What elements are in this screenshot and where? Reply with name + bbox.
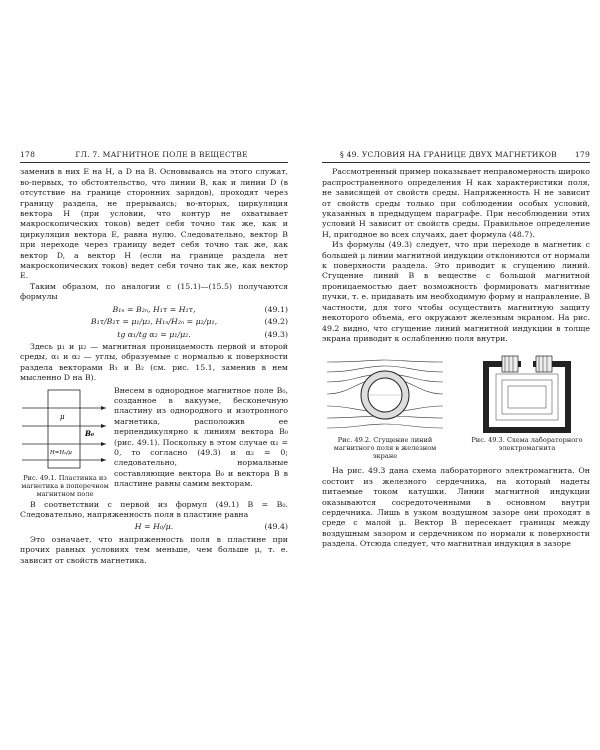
left-page-number: 178 xyxy=(20,150,36,159)
plate-diagram xyxy=(20,386,110,474)
left-paragraph-5: Это означает, что напряженность поля в пластине при прочих равных условиях тем меньше, чем больше μ, т. е. зависит от свойств магнетика. xyxy=(20,534,288,565)
figure-49-3 xyxy=(464,352,590,460)
right-paragraph-1: Рассмотренный пример показывает неправомерность широко распространенного определения H как характеристики поля, не зависящей от свойств среды. Напряженность H не зависит от свойств среды только при соблюдении особых условий, указанных в предыдущем параграфе. При несоблюдении этих условий H зависит от свойств среды. Правильное определение H, пригодное во всех случаях, дает формула (48.7). xyxy=(322,167,590,239)
left-running-title: ГЛ. 7. МАГНИТНОЕ ПОЛЕ В ВЕЩЕСТВЕ xyxy=(75,150,248,159)
formula-number: (49.3) xyxy=(264,329,288,339)
mu-label: μ xyxy=(60,412,65,421)
formula-49-3 xyxy=(20,330,288,340)
left-page xyxy=(20,150,288,620)
left-paragraph-2: Таким образом, по аналогии с (15.1)—(15.5) получаются формулы xyxy=(20,281,288,302)
formula-49-2 xyxy=(20,317,288,327)
figure-49-1-block xyxy=(20,386,288,498)
right-paragraph-2: Из формулы (49.3) следует, что при переходе в магнетик с большей μ линии магнитной индукции отклоняются от нормали к поверхности раздела. Это приводит к сгущению линий. Сгущение линий B в веществе с большой магнитной проницаемостью дает возможность формировать магнитные пучки, т. е. придавать им необходимую форму и направление. В частности, для того чтобы осуществить магнитную защиту некоторого объема, его окружают железным экраном. На рис. 49.2 видно, что сгущение линий магнитной индукции в толще экрана приводит к ослабленню поля внутри. xyxy=(322,240,590,343)
right-page-number: 179 xyxy=(574,150,590,159)
left-paragraph-fig: Внесем в однородное магнитное поле B₀, созданное в вакууме, бесконечную пластину из однородного и изотропного магнетика, расположив ее перпендикулярно к линиям вектора B₀ (рис. 49.1). Поскольку в этом случае α₁ = 0, то согласно (49.3) и α₂ = 0; следовательно, нормальные составляющие вектора B₀ и вектора B в пластине равны самим векторам. xyxy=(114,385,288,489)
figure-side-text xyxy=(110,386,288,490)
electromagnet-diagram xyxy=(472,352,582,436)
left-paragraph-1: заменив в них E на H, а D на B. Основываясь на этого служат, во-первых, то обстоятельство, что линии B, как и линии D (в отсутствие на границе сторонних зарядов), проходят через границу раздела, не прерываясь; во-вторых, циркуляция вектора H (при условии, что контур не охватывает макроскопических токов) ведет себя точно так же, как и циркуляция вектора E, равна нулю. Следовательно, вектор B при переходе через границу ведет себя точно так же, как вектор D, а вектор H (если на границе раздела нет макроскопических токов) ведет себя точно так же, как вектор E. xyxy=(20,167,288,281)
figure-49-2-caption: Рис. 49.2. Сгущение линий магнитного поля в железном экране xyxy=(333,436,437,461)
formula-expr: H = H₀/μ. xyxy=(134,522,174,532)
right-running-title: § 49. УСЛОВИЯ НА ГРАНИЦЕ ДВУХ МАГНЕТИКОВ xyxy=(339,150,557,159)
right-page-header xyxy=(322,150,590,163)
formula-49-4 xyxy=(20,522,288,532)
formula-number: (49.2) xyxy=(264,317,288,327)
figure-49-1 xyxy=(20,386,110,498)
formula-expr: B₁τ/B₂τ = μ₁/μ₂, H₁ₙ/H₂ₙ = μ₂/μ₁, xyxy=(90,317,218,327)
formula-expr: B₁ₙ = B₂ₙ, H₁τ = H₂τ, xyxy=(112,304,196,314)
formula-number: (49.4) xyxy=(264,522,288,532)
iron-screen-diagram xyxy=(325,352,445,436)
formula-49-1 xyxy=(20,305,288,315)
left-page-header xyxy=(20,150,288,163)
left-paragraph-3: Здесь μ₁ и μ₂ — магнитная проницаемость первой и второй среды, α₁ и α₂ — углы, образуемые с нормалью к поверхности раздела векторами B₁ и B₂ (см. рис. 15.1, заменив в нем мысленно D на B). xyxy=(20,341,288,383)
figure-49-3-caption: Рис. 49.3. Схема лабораторного электромагнита xyxy=(471,436,583,453)
h-inside-label: H=H₀/μ xyxy=(50,449,72,456)
formula-expr: tg α₁/tg α₂ = μ₁/μ₂. xyxy=(117,329,191,339)
right-page xyxy=(322,150,590,620)
right-paragraph-3: На рис. 49.3 дана схема лабораторного электромагнита. Он состоит из железного сердечника, на который надеты питаемые током катушки. Линии магнитной индукции оказываются сосредоточенными в основном внутри сердечника. Лишь в узком воздушном зазоре они проходят в среде с малой μ. Вектор B пересекает границы между воздушным зазором и сердечником по нормали к поверхности раздела. Отсюда следует, что магнитная индукция в зазоре xyxy=(322,466,590,549)
b0-label: B₀ xyxy=(85,428,94,438)
formula-number: (49.1) xyxy=(264,304,288,314)
left-paragraph-4: В соответствии с первой из формул (49.1) B = B₀. Следовательно, напряженность поля в пластине равна xyxy=(20,499,288,519)
figure-49-2 xyxy=(322,352,448,460)
figure-49-1-caption: Рис. 49.1. Пластинка из магнетика в поперечном магнитном поле xyxy=(21,473,109,498)
figures-row xyxy=(322,352,590,460)
